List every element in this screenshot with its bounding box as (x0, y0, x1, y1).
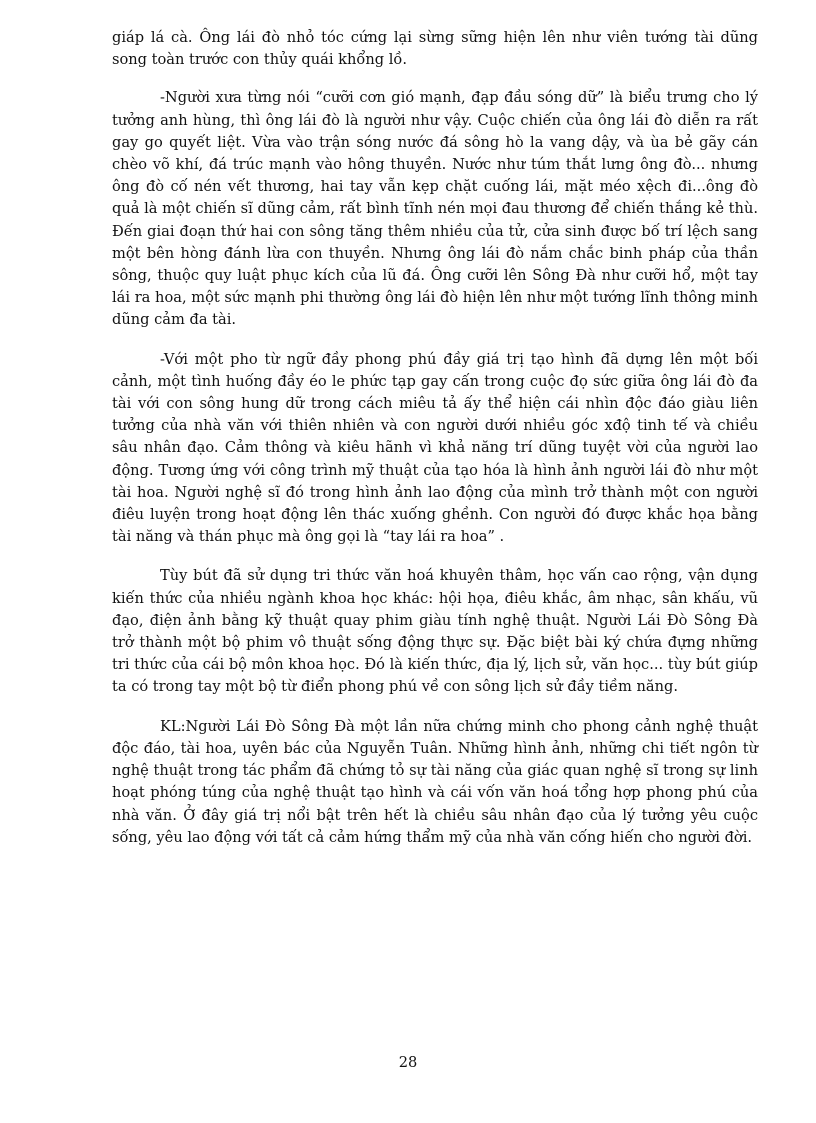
paragraph-continuation: giáp lá cà. Ông lái đò nhỏ tóc cứng lại sừng sững hiện lên như viên tướng tài dũng song toàn trước con thủy quái khổng lồ. (112, 29, 758, 69)
paragraph-cultural-knowledge: Tùy bút đã sử dụng tri thức văn hoá khuyên thâm, học vấn cao rộng, vận dụng kiến thức của nhiều ngành khoa học khác: hội họa, điêu khắc, âm nhạc, sân khấu, vũ đạo, điện ảnh bằng kỹ thuật quay phim giàu tính nghệ thuật. Người Lái Đò Sông Đà trở thành một bộ phim vô thuật sống động thực sự. Đặc biệt bài ký chứa đựng những tri thức của cái bộ môn khoa học. Đó là kiến thức, địa lý, lịch sử, văn học... tùy bút giúp ta có trong tay một bộ từ điển phong phú về con sông lịch sử đầy tiềm năng. (112, 567, 758, 696)
paragraph-boatman-battle: -Người xưa từng nói “cưỡi cơn gió mạnh, đạp đầu sóng dữ” là biểu trưng cho lý tưởng anh hùng, thì ông lái đò là người như vậy. Cuộc chiến của ông lái đò diễn ra rất gay go quyết liệt. Vừa vào trận sóng nước đá sông hò la vang dậy, và ùa bẻ gãy cán chèo võ khí, đá trúc mạnh vào hông thuyền. Nước như túm thắt lưng ông đò... nhưng ông đò cố nén vết thương, hai tay vẫn kẹp chặt cuống lái, mặt méo xệch đi...ông đò quả là một chiến sĩ dũng cảm, rất bình tĩnh nén mọi đau thương để chiến thắng kẻ thù. Đến giai đoạn thứ hai con sông tăng thêm nhiều của tử, cửa sinh được bố trí lệch sang một bên hòng đánh lừa con thuyền. Nhưng ông lái đò nắm chắc binh pháp của thần sông, thuộc quy luật phục kích của lũ đá. Ông cưỡi lên Sông Đà như cưỡi hổ, một tay lái ra hoa, một sức mạnh phi thường ông lái đò hiện lên như một tướng lĩnh thông minh dũng cảm đa tài. (112, 89, 758, 329)
paragraph-conclusion: KL:Người Lái Đò Sông Đà một lần nữa chứng minh cho phong cảnh nghệ thuật độc đáo, tài hoa, uyên bác của Nguyễn Tuân. Những hình ảnh, những chi tiết ngôn từ nghệ thuật trong tác phẩm đã chứng tỏ sự tài năng của giác quan nghệ sĩ trong sự linh hoạt phóng túng của nghệ thuật tạo hình và cái vốn văn hoá tổng hợp phong phú của nhà văn. Ở đây giá trị nổi bật trên hết là chiều sâu nhân đạo của lý tưởng yêu cuộc sống, yêu lao động với tất cả cảm hứng thẩm mỹ của nhà văn cống hiến cho người đời. (112, 717, 758, 846)
paragraph-language-imagery: -Với một pho từ ngữ đầy phong phú đầy giá trị tạo hình đã dựng lên một bối cảnh, một tình huống đầy éo le phức tạp gay cấn trong cuộc đọ sức giữa ông lái đò đa tài với con sông hung dữ trong cách miêu tả ấy thể hiện cái nhìn độc đáo giàu liên tưởng của nhà văn với thiên nhiên và con người dưới nhiều góc xđộ tinh tế và chiều sâu nhân đạo. Cảm thông và kiêu hãnh vì khả năng trí dũng tuyệt vời của người lao động. Tương ứng với công trình mỹ thuật của tạo hóa là hình ảnh người lái đò như một tài hoa. Người nghệ sĩ đó trong hình ảnh lao động của mình trở thành một con người điêu luyện trong hoạt động lên thác xuống ghềnh. Con người đó được khắc họa bằng tài năng và thán phục mà ông gọi là “tay lái ra hoa” . (112, 350, 758, 546)
body-text (112, 27, 758, 866)
page-number: 28 (398, 1054, 418, 1071)
